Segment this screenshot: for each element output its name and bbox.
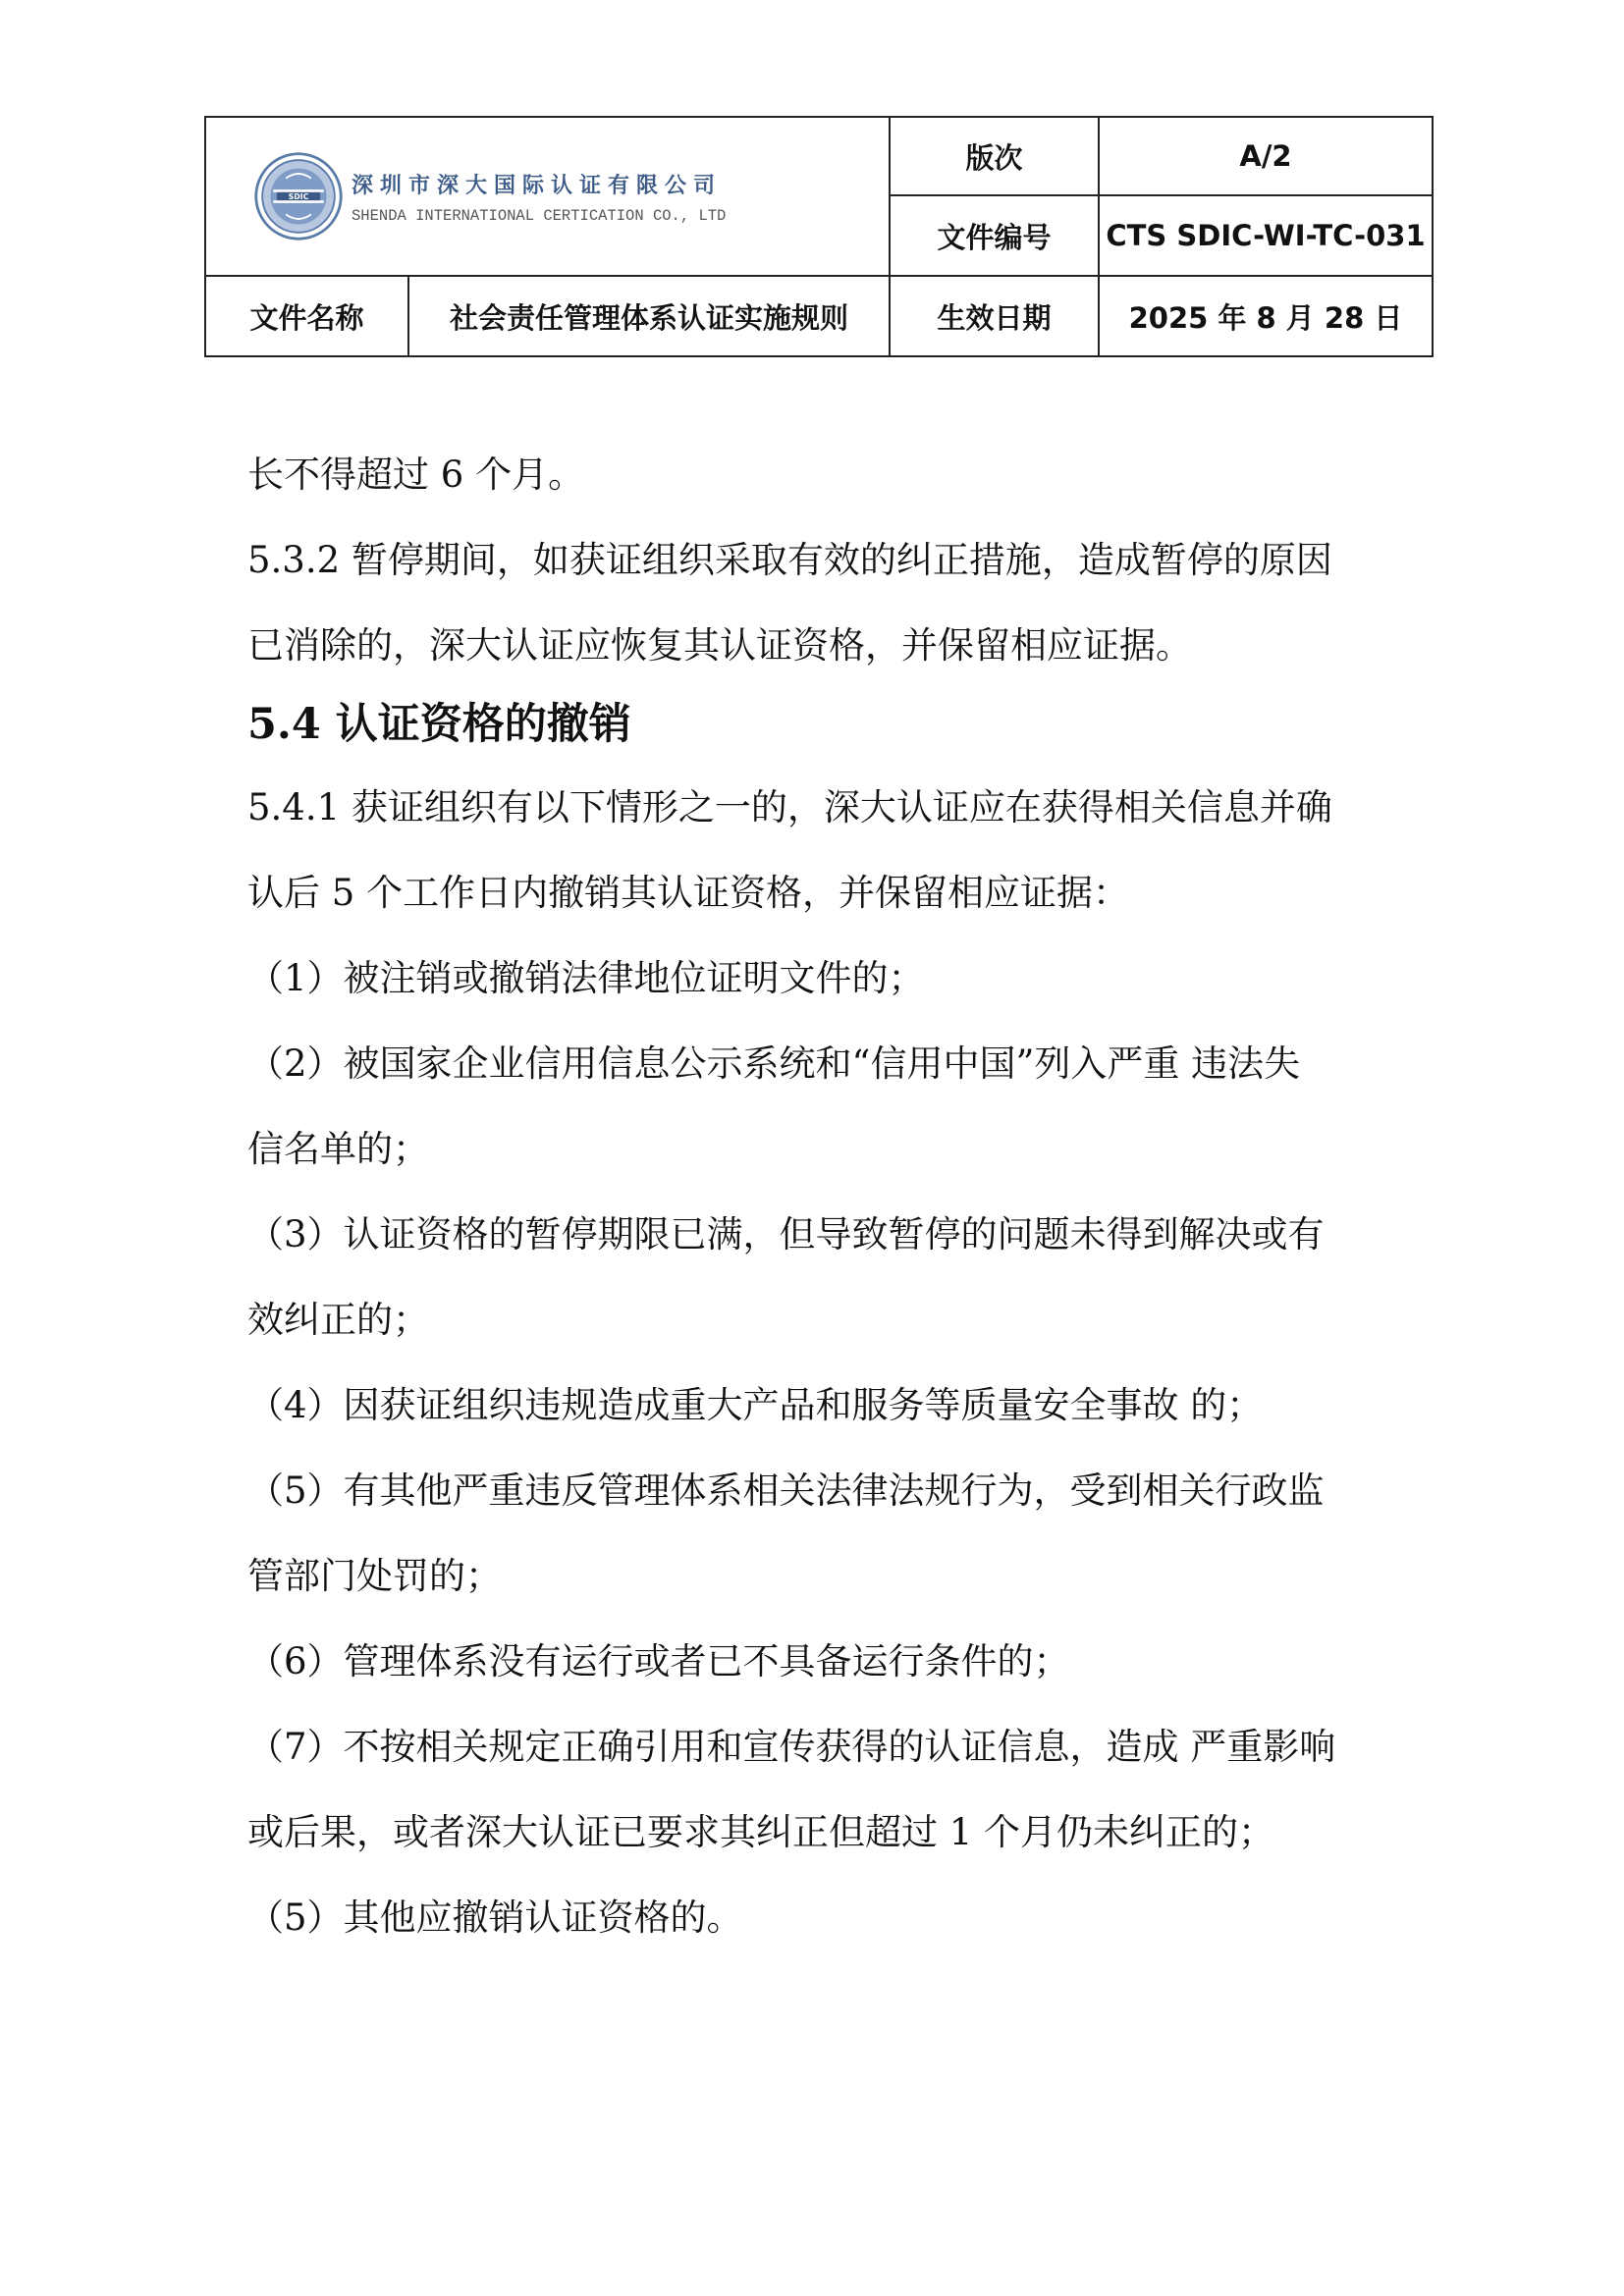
list-item: （3）认证资格的暂停期限已满，但导致暂停的问题未得到解决或有	[247, 1213, 1325, 1255]
doc-number-value: CTS SDIC-WI-TC-031	[1099, 195, 1433, 276]
effective-date-value: 2025 年 8 月 28 日	[1099, 276, 1433, 356]
list-item: （1）被注销或撤销法律地位证明文件的；	[247, 957, 925, 999]
body-line: 长不得超过 6 个月。	[247, 454, 585, 496]
company-logo-cell	[205, 117, 890, 276]
version-label: 版次	[890, 117, 1099, 195]
list-item: （5）有其他严重违反管理体系相关法律法规行为，受到相关行政监	[247, 1469, 1325, 1512]
document-header-table	[204, 116, 1434, 357]
list-item-continuation: 信名单的；	[247, 1128, 429, 1170]
doc-number-label: 文件编号	[890, 195, 1099, 276]
section-line: 5.4.1 获证组织有以下情形之一的，深大认证应在获得相关信息并确	[247, 786, 1332, 828]
list-item: （5）其他应撤销认证资格的。	[247, 1896, 743, 1939]
section-line: 认后 5 个工作日内撤销其认证资格，并保留相应证据：	[247, 872, 1130, 914]
list-item-continuation: 或后果，或者深大认证已要求其纠正但超过 1 个月仍未纠正的；	[247, 1811, 1275, 1853]
section-heading: 5.4 认证资格的撤销	[247, 700, 631, 749]
list-item-continuation: 效纠正的；	[247, 1299, 429, 1341]
sdic-emblem-icon	[253, 151, 344, 241]
body-line: 已消除的，深大认证应恢复其认证资格，并保留相应证据。	[247, 624, 1192, 667]
logo-mark-text: SDIC	[288, 191, 309, 201]
doc-name-value: 社会责任管理体系认证实施规则	[408, 276, 890, 356]
version-value: A/2	[1099, 117, 1433, 195]
list-item: （6）管理体系没有运行或者已不具备运行条件的；	[247, 1640, 1070, 1682]
company-name-en: SHENDA INTERNATIONAL CERTICATION CO., LTD	[352, 206, 727, 225]
list-item-continuation: 管部门处罚的；	[247, 1555, 502, 1597]
list-item: （7）不按相关规定正确引用和宣传获得的认证信息，造成 严重影响	[247, 1726, 1336, 1768]
body-line: 5.3.2 暂停期间，如获证组织采取有效的纠正措施，造成暂停的原因	[247, 539, 1332, 581]
company-name-cn: 深圳市深大国际认证有限公司	[352, 172, 723, 198]
document-body	[247, 432, 1386, 1960]
doc-name-label: 文件名称	[205, 276, 408, 356]
effective-date-label: 生效日期	[890, 276, 1099, 356]
list-item: （4）因获证组织违规造成重大产品和服务等质量安全事故 的；	[247, 1384, 1264, 1426]
company-logo	[253, 151, 726, 241]
list-item: （2）被国家企业信用信息公示系统和“信用中国”列入严重 违法失	[247, 1042, 1301, 1085]
